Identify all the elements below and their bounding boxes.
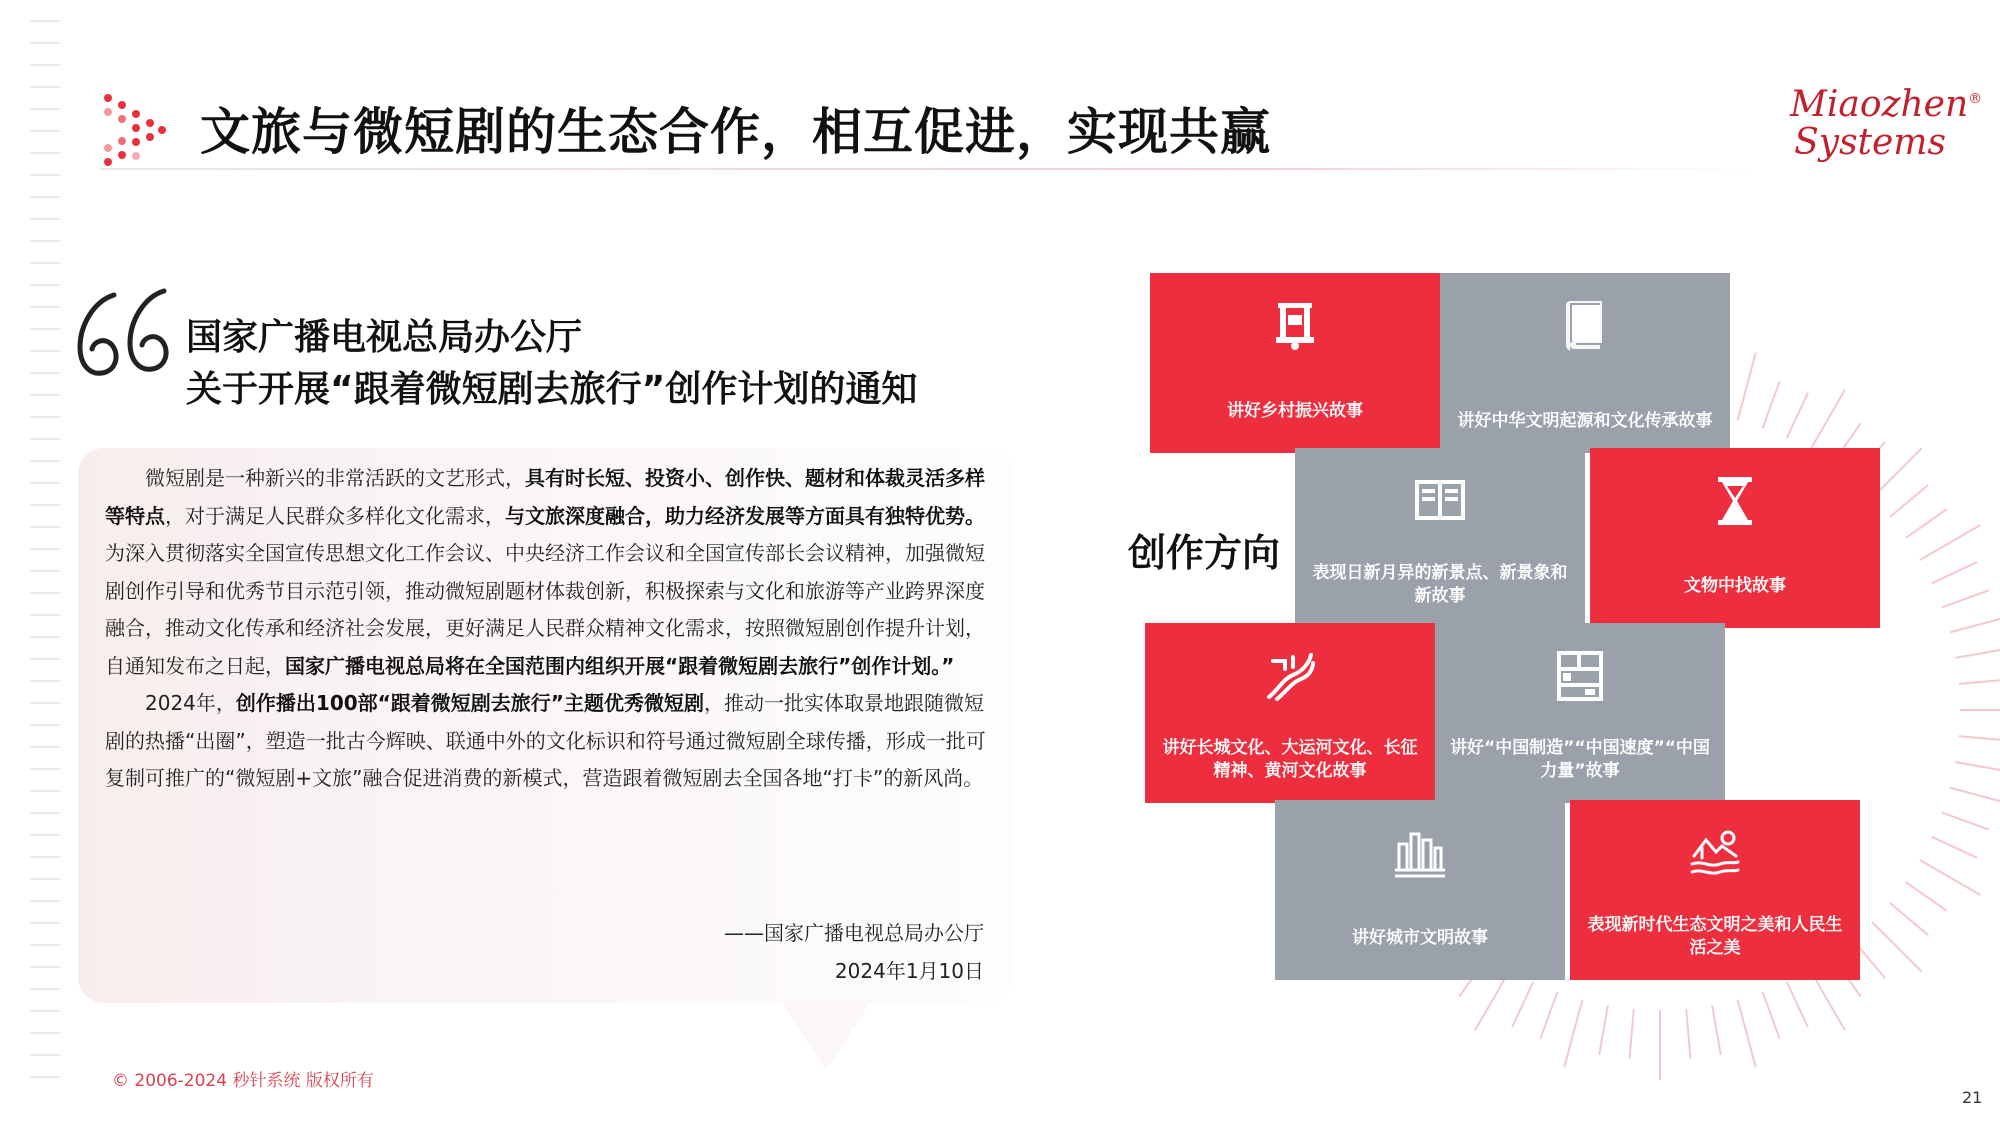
radial-line bbox=[1540, 992, 1557, 1039]
radial-line bbox=[1564, 1000, 1582, 1068]
page-title: 文旅与微短剧的生态合作，相互促进，实现共赢 bbox=[200, 103, 1271, 161]
radial-line bbox=[1932, 837, 1977, 858]
direction-tile-label: 讲好“中国制造”“中国速度”“中国力量”故事 bbox=[1450, 738, 1710, 781]
brand-registered-mark: ® bbox=[1968, 91, 1983, 107]
paragraph-run: 具有时长短、投资小、创作快、题材和体裁灵活多样等特点 bbox=[105, 466, 985, 528]
direction-tile-label: 表现日新月异的新景点、新景象和新故事 bbox=[1312, 563, 1568, 606]
direction-tile-label: 讲好城市文明故事 bbox=[1352, 928, 1488, 948]
radial-line bbox=[1920, 860, 1981, 895]
radial-line bbox=[1872, 922, 1921, 971]
directions-label: 创作方向 bbox=[1128, 531, 1281, 575]
radial-line bbox=[1906, 509, 1947, 538]
radial-line bbox=[1810, 390, 1845, 451]
radial-line bbox=[1906, 882, 1947, 911]
notice-title-line1: 国家广播电视总局办公厅 bbox=[186, 317, 583, 358]
radial-line bbox=[1712, 1005, 1721, 1054]
notice-body bbox=[105, 460, 1000, 798]
direction-tile-label: 讲好中华文明起源和文化传承故事 bbox=[1457, 411, 1713, 431]
farm-house-icon bbox=[1268, 299, 1322, 353]
direction-tile-ecology bbox=[1570, 800, 1860, 980]
radial-line bbox=[1942, 590, 1989, 607]
radial-line bbox=[1955, 762, 2000, 771]
paragraph-run: 2024年， bbox=[145, 691, 236, 715]
radial-line bbox=[1763, 381, 1780, 428]
direction-tile-new-scenes bbox=[1295, 448, 1585, 628]
radial-line bbox=[1763, 992, 1780, 1039]
direction-tile-label: 讲好长城文化、大运河文化、长征精神、黄河文化故事 bbox=[1162, 738, 1418, 781]
radial-line bbox=[1686, 1009, 1690, 1059]
radial-line bbox=[1890, 485, 1928, 517]
radial-line bbox=[1599, 1005, 1608, 1054]
left-ruler-decoration bbox=[30, 20, 60, 1080]
direction-tile-city bbox=[1275, 800, 1565, 980]
radial-line bbox=[1932, 562, 1977, 583]
radial-line bbox=[1787, 393, 1808, 438]
paragraph-run: 与文旅深度融合，助力经济发展等方面具有独特优势。 bbox=[505, 503, 985, 528]
page-number: 21 bbox=[1962, 1088, 1983, 1107]
notice-signature-block bbox=[600, 914, 984, 990]
direction-tile-label: 文物中找故事 bbox=[1684, 576, 1786, 596]
open-book-icon bbox=[1413, 474, 1467, 528]
direction-tile-civilization bbox=[1440, 273, 1730, 453]
paragraph-run: ，推动一批实体取景地跟随微短剧的热播“出圈”，塑造一批古今辉映、联通中外的文化标识和符号通过微短剧全球传播，形成一批可复制可推广的“微短剧+文旅”融合促进消费的新模式，营造跟着微短剧去全国各地“打卡”的新风尚。 bbox=[105, 691, 986, 790]
paragraph-run: ，对于满足人民群众多样化文化需求， bbox=[165, 503, 505, 528]
great-wall-icon bbox=[1263, 649, 1317, 703]
title-divider bbox=[100, 168, 1760, 170]
radial-line bbox=[1955, 649, 2000, 658]
direction-tile-great-wall bbox=[1145, 623, 1435, 803]
brand-line2: Systems bbox=[1794, 122, 1946, 163]
radial-line bbox=[1920, 525, 1981, 560]
paragraph-run: 国家广播电视总局将在全国范围内组织开展“跟着微短剧去旅行”创作计划。” bbox=[285, 653, 955, 678]
hourglass-icon bbox=[1708, 474, 1762, 528]
notice-paragraph-2 bbox=[105, 685, 1000, 798]
factory-shelf-icon bbox=[1553, 649, 1607, 703]
paragraph-run: 微短剧是一种新兴的非常活跃的文艺形式， bbox=[145, 466, 525, 490]
radial-line bbox=[1950, 614, 2000, 632]
radial-line bbox=[1738, 1000, 1756, 1068]
direction-tile-label: 表现新时代生态文明之美和人民生活之美 bbox=[1587, 915, 1843, 958]
paragraph-run: 为深入贯彻落实全国宣传思想文化工作会议、中央经济工作会议和全国宣传部长会议精神，加强微短剧创作引导和优秀节目示范引领，推动微短剧题材体裁创新，积极探索与文化和旅游等产业跨界深度融合，推动文化传承和经济社会发展，更好满足人民群众精神文化需求，按照微短剧创作提升计划，自通知发布之日起， bbox=[105, 541, 985, 678]
dotted-arrow-logo-icon bbox=[100, 90, 170, 170]
radial-line bbox=[1959, 736, 2000, 740]
notice-card-tail bbox=[780, 1000, 872, 1070]
copyright-footer: © 2006-2024 秒针系统 版权所有 bbox=[112, 1071, 374, 1091]
radial-line bbox=[1738, 353, 1756, 421]
quote-mark-icon bbox=[72, 285, 182, 380]
radial-line bbox=[1512, 982, 1533, 1027]
radial-line bbox=[1942, 813, 1989, 830]
radial-line bbox=[1787, 982, 1808, 1027]
radial-line bbox=[1959, 679, 2000, 683]
notice-paragraph-1 bbox=[105, 460, 1000, 685]
notice-title bbox=[186, 312, 917, 416]
brand-line1: Miaozhen bbox=[1790, 84, 1969, 125]
notice-title-line2: 关于开展“跟着微短剧去旅行”创作计划的通知 bbox=[186, 369, 918, 410]
direction-tile-rural bbox=[1150, 273, 1440, 453]
city-skyline-icon bbox=[1393, 826, 1447, 880]
brand-logo bbox=[1790, 80, 1983, 163]
direction-tile-made-in-china bbox=[1435, 623, 1725, 803]
direction-tile-relics bbox=[1590, 448, 1880, 628]
landscape-icon bbox=[1688, 826, 1742, 880]
book-icon bbox=[1558, 299, 1612, 353]
radial-line bbox=[1890, 903, 1928, 935]
notice-date: 2024年1月10日 bbox=[834, 959, 984, 983]
notice-signature: ——国家广播电视总局办公厅 bbox=[724, 921, 984, 945]
direction-tile-label: 讲好乡村振兴故事 bbox=[1227, 401, 1363, 421]
radial-line bbox=[1950, 788, 2000, 806]
radial-line bbox=[1629, 1009, 1633, 1059]
paragraph-run: 创作播出100部“跟着微短剧去旅行”主题优秀微短剧 bbox=[235, 691, 704, 715]
